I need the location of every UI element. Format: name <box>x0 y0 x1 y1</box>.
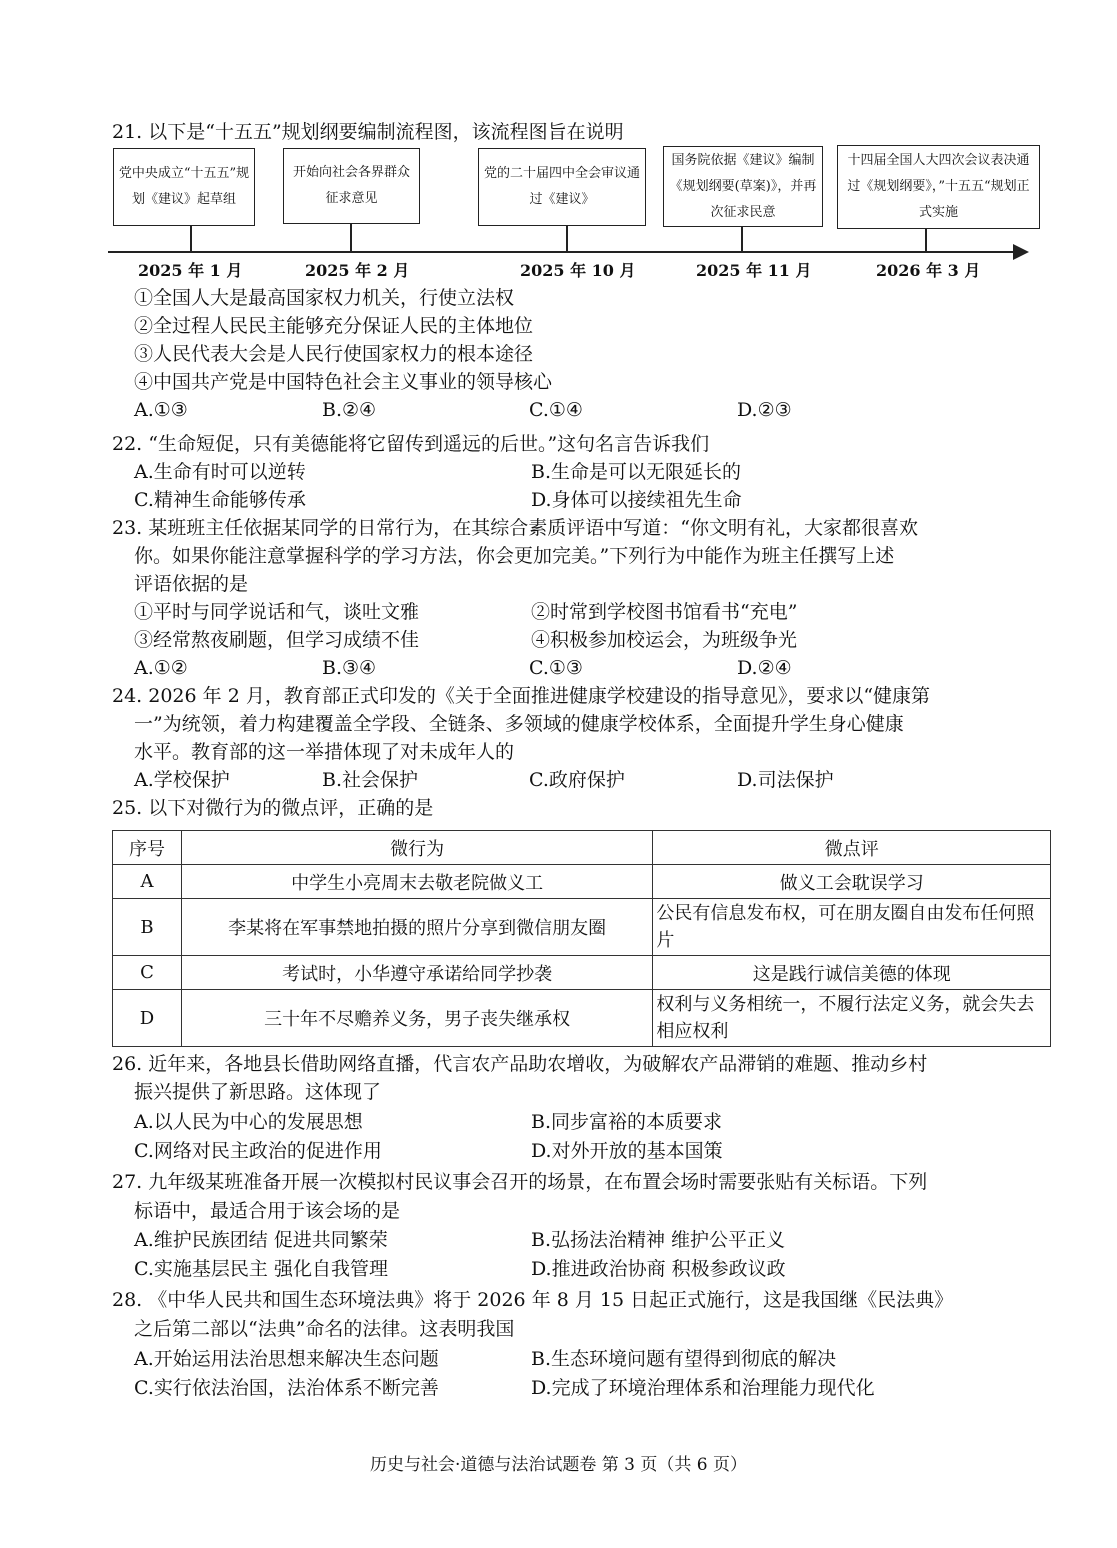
q21-item-2: ②全过程人民民主能够充分保证人民的主体地位 <box>134 315 534 337</box>
q27-option-b: B.弘扬法治精神 维护公平正义 <box>531 1229 786 1251</box>
row-id: D <box>113 990 182 1047</box>
timeline-axis <box>108 251 1020 253</box>
row-id: B <box>113 899 182 956</box>
flow-box-2: 开始向社会各界群众征求意见 <box>283 148 420 224</box>
q27-option-a: A.维护民族团结 促进共同繁荣 <box>134 1229 388 1251</box>
timeline-tick-1 <box>190 226 192 252</box>
q21-item-4: ④中国共产党是中国特色社会主义事业的领导核心 <box>134 371 553 393</box>
q23-item-1: ①平时与同学说话和气，谈吐文雅 <box>134 601 420 623</box>
row-comment: 这是践行诚信美德的体现 <box>653 956 1051 990</box>
flow-box-4: 国务院依据《建议》编制《规划纲要(草案)》，并再次征求民意 <box>663 146 823 227</box>
q22-option-c: C.精神生命能够传承 <box>134 489 306 511</box>
q28-line-1: 28. 《中华人民共和国生态环境法典》将于 2026 年 8 月 15 日起正式施行，这是我国继《民法典》 <box>112 1289 954 1311</box>
q21-item-3: ③人民代表大会是人民行使国家权力的根本途径 <box>134 343 534 365</box>
q21-stem: 21. 以下是“十五五”规划纲要编制流程图，该流程图旨在说明 <box>112 121 624 143</box>
q22-option-b: B.生命是可以无限延长的 <box>531 461 742 483</box>
q28-option-b: B.生态环境问题有望得到彻底的解决 <box>531 1348 837 1370</box>
q24-option-c: C.政府保护 <box>529 769 625 791</box>
table-row <box>113 990 1051 1047</box>
q26-line-2: 振兴提供了新思路。这体现了 <box>134 1081 382 1103</box>
flow-box-5: 十四届全国人大四次会议表决通过《规划纲要》，”十五五“规划正式实施 <box>837 145 1040 229</box>
q23-item-4: ④积极参加校运会，为班级争光 <box>531 629 798 651</box>
q26-option-c: C.网络对民主政治的促进作用 <box>134 1140 382 1162</box>
q26-option-a: A.以人民为中心的发展思想 <box>134 1111 363 1133</box>
q24-line-2: 一”为统领，着力构建覆盖全学段、全链条、多领域的健康学校体系，全面提升学生身心健康 <box>134 713 904 735</box>
row-act: 中学生小亮周末去敬老院做义工 <box>181 865 652 899</box>
q23-item-3: ③经常熬夜刷题，但学习成绩不佳 <box>134 629 420 651</box>
q22-stem: 22. “生命短促，只有美德能将它留传到遥远的后世。”这句名言告诉我们 <box>112 433 710 455</box>
q22-option-a: A.生命有时可以逆转 <box>134 461 306 483</box>
q28-line-2: 之后第二部以“法典”命名的法律。这表明我国 <box>134 1318 515 1340</box>
flow-box-3: 党的二十届四中全会审议通过《建议》 <box>478 148 646 226</box>
q24-option-a: A.学校保护 <box>134 769 230 791</box>
q22-option-d: D.身体可以接续祖先生命 <box>531 489 742 511</box>
q25-stem: 25. 以下对微行为的微点评，正确的是 <box>112 797 434 819</box>
row-act: 李某将在军事禁地拍摄的照片分享到微信朋友圈 <box>181 899 652 956</box>
row-act: 考试时，小华遵守承诺给同学抄袭 <box>181 956 652 990</box>
q26-option-d: D.对外开放的基本国策 <box>531 1140 723 1162</box>
timeline-tick-4 <box>741 227 743 252</box>
q21-option-d: D.②③ <box>737 399 792 421</box>
timeline-date-2: 2025 年 2 月 <box>305 261 410 280</box>
q24-line-3: 水平。教育部的这一举措体现了对未成年人的 <box>134 741 515 763</box>
q23-item-2: ②时常到学校图书馆看书“充电” <box>531 601 798 623</box>
q27-line-1: 27. 九年级某班准备开展一次模拟村民议事会召开的场景，在布置会场时需要张贴有关标语。下列 <box>112 1171 928 1193</box>
row-id: C <box>113 956 182 990</box>
q23-option-b: B.③④ <box>322 657 377 679</box>
timeline-tick-3 <box>566 226 568 252</box>
header-comment: 微点评 <box>653 831 1051 865</box>
timeline-arrow <box>1013 244 1029 260</box>
timeline-tick-5 <box>925 229 927 252</box>
q28-option-c: C.实行依法治国，法治体系不断完善 <box>134 1377 439 1399</box>
row-comment: 做义工会耽误学习 <box>653 865 1051 899</box>
row-act: 三十年不尽赡养义务，男子丧失继承权 <box>181 990 652 1047</box>
row-id: A <box>113 865 182 899</box>
table-row <box>113 899 1051 956</box>
q23-option-c: C.①③ <box>529 657 583 679</box>
timeline-date-3: 2025 年 10 月 <box>520 261 636 280</box>
q27-line-2: 标语中，最适合用于该会场的是 <box>134 1200 401 1222</box>
page-footer: 历史与社会·道德与法治试题卷 第 3 页（共 6 页） <box>369 1455 748 1475</box>
timeline-tick-2 <box>350 224 352 252</box>
q27-option-c: C.实施基层民主 强化自我管理 <box>134 1258 388 1280</box>
timeline-date-1: 2025 年 1 月 <box>138 261 243 280</box>
table-header-row <box>113 831 1051 865</box>
q24-line-1: 24. 2026 年 2 月，教育部正式印发的《关于全面推进健康学校建设的指导意见》，要求以“健康第 <box>112 685 931 707</box>
q21-item-1: ①全国人大是最高国家权力机关，行使立法权 <box>134 287 515 309</box>
q23-line-2: 你。如果你能注意掌握科学的学习方法，你会更加完美。”下列行为中能作为班主任撰写上述 <box>134 545 895 567</box>
header-act: 微行为 <box>181 831 652 865</box>
q23-line-3: 评语依据的是 <box>134 573 249 595</box>
flow-box-1: 党中央成立“十五五”规划《建议》起草组 <box>113 148 255 226</box>
q21-option-b: B.②④ <box>322 399 377 421</box>
q21-option-a: A.①③ <box>134 399 188 421</box>
q23-option-a: A.①② <box>134 657 188 679</box>
q23-option-d: D.②④ <box>737 657 792 679</box>
row-comment: 权利与义务相统一，不履行法定义务，就会失去相应权利 <box>653 990 1051 1047</box>
q21-option-c: C.①④ <box>529 399 583 421</box>
q24-option-b: B.社会保护 <box>322 769 419 791</box>
q28-option-d: D.完成了环境治理体系和治理能力现代化 <box>531 1377 875 1399</box>
row-comment: 公民有信息发布权，可在朋友圈自由发布任何照片 <box>653 899 1051 956</box>
q26-option-b: B.同步富裕的本质要求 <box>531 1111 723 1133</box>
q28-option-a: A.开始运用法治思想来解决生态问题 <box>134 1348 439 1370</box>
header-id: 序号 <box>113 831 182 865</box>
q27-option-d: D.推进政治协商 积极参政议政 <box>531 1258 786 1280</box>
table-row <box>113 865 1051 899</box>
q24-option-d: D.司法保护 <box>737 769 834 791</box>
table-row <box>113 956 1051 990</box>
q23-line-1: 23. 某班班主任依据某同学的日常行为，在其综合素质评语中写道：“你文明有礼，大家都很喜欢 <box>112 517 918 539</box>
timeline-date-4: 2025 年 11 月 <box>696 261 812 280</box>
timeline-date-5: 2026 年 3 月 <box>876 261 981 280</box>
q26-line-1: 26. 近年来，各地县长借助网络直播，代言农产品助农增收，为破解农产品滞销的难题、推动乡村 <box>112 1053 928 1075</box>
q25-table <box>112 830 1051 1047</box>
